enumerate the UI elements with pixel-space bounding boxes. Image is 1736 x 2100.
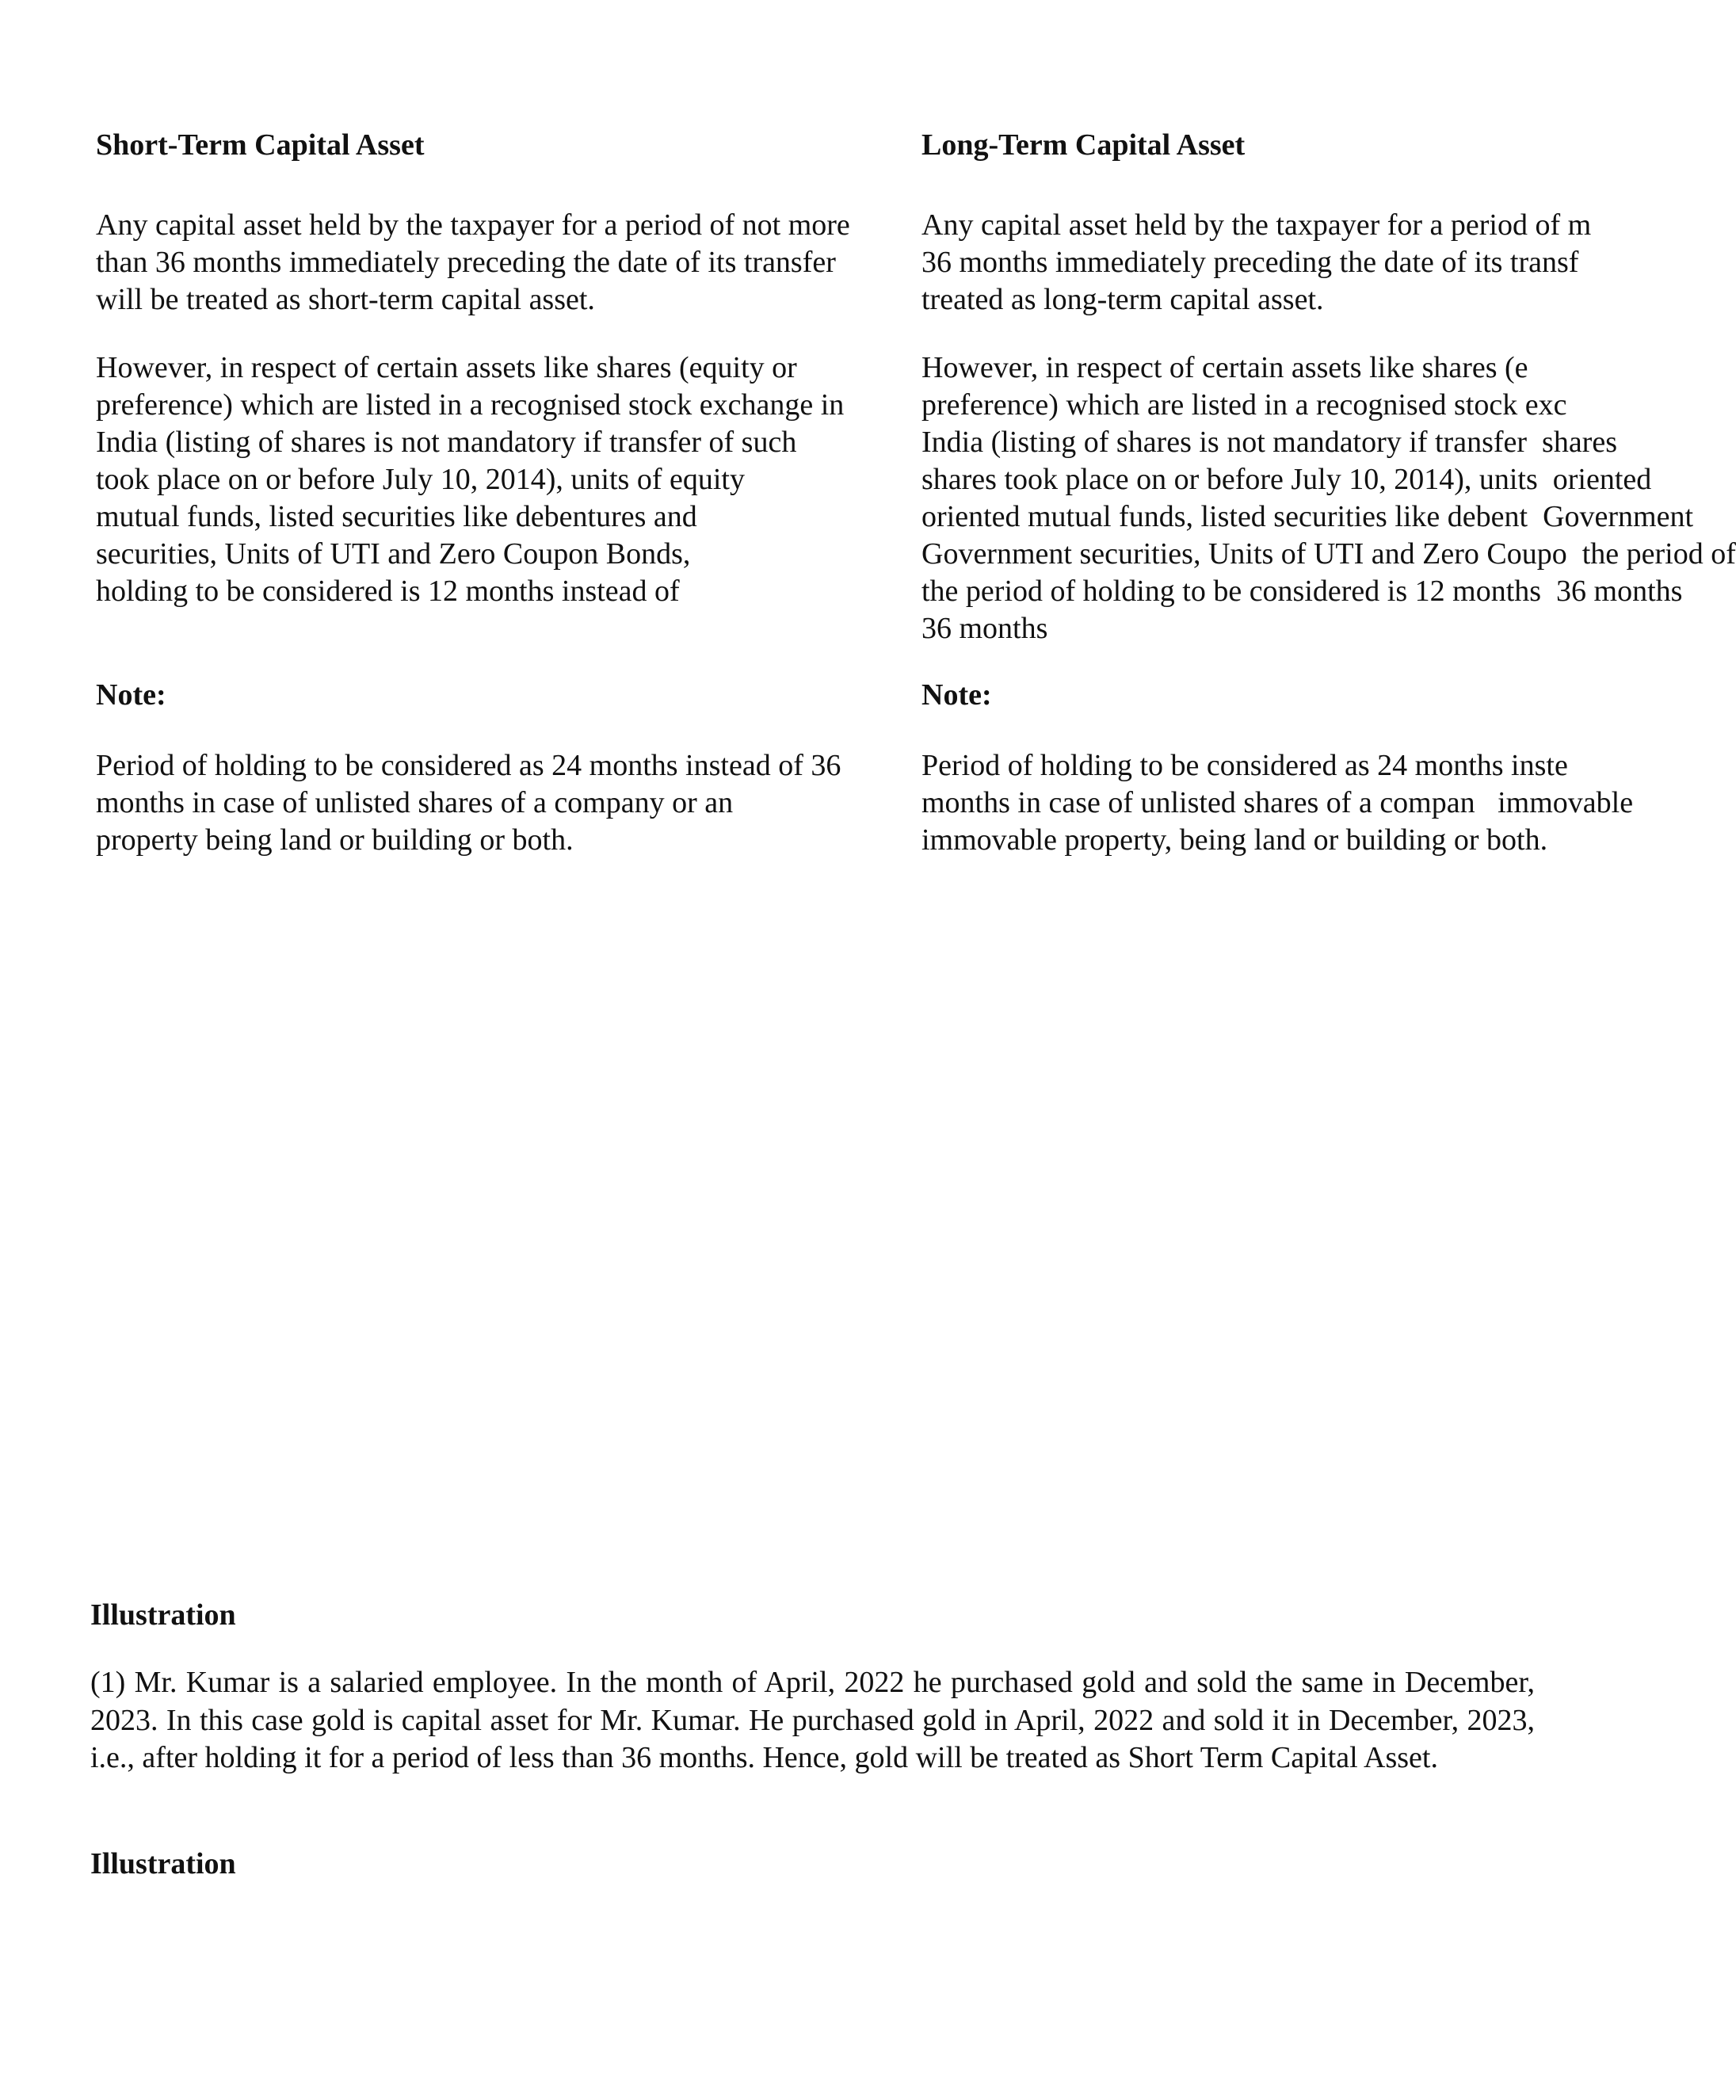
long-term-exception-line: oriented mutual funds, listed securities like debent Government: [921, 500, 1694, 533]
long-term-exception-line: However, in respect of certain assets like shares (e: [921, 351, 1528, 384]
short-term-exception-line: securities, Units of UTI and Zero Coupon Bonds,: [96, 537, 691, 571]
short-term-note-line: property being land or building or both.: [96, 823, 574, 857]
long-term-note-heading: Note:: [921, 678, 992, 712]
short-term-note-line: months in case of unlisted shares of a company or an: [96, 786, 734, 819]
long-term-exception-line: 36 months: [921, 612, 1048, 645]
short-term-exception-line: mutual funds, listed securities like debentures and: [96, 500, 697, 533]
illustration-heading: Illustration: [90, 1598, 236, 1632]
illustration-heading: Illustration: [90, 1847, 236, 1880]
short-term-exception-line: holding to be considered is 12 months instead of: [96, 575, 680, 608]
long-term-exception-line: India (listing of shares is not mandatory if transfer shares: [921, 426, 1617, 459]
long-term-note-line: months in case of unlisted shares of a compan immovable: [921, 786, 1634, 819]
short-term-note-heading: Note:: [96, 678, 166, 712]
long-term-exception-line: Government securities, Units of UTI and Zero Coupo the period of: [921, 537, 1736, 571]
short-term-note-line: Period of holding to be considered as 24 months instead of 36: [96, 749, 841, 782]
short-term-exception-line: India (listing of shares is not mandatory if transfer of such: [96, 426, 797, 459]
illustration-paragraph: (1) Mr. Kumar is a salaried employee. In the month of April, 2022 he purchased gold and sold the same in December, 2023. In this case gold is capital asset for Mr. Kumar. He purchased gold in April, 2022 and sold it in December, 2023, i.e., after holding it for a period of less than 36 months. Hence, gold will be treated as Short Term Capital Asset.: [90, 1666, 1535, 1774]
long-term-exception-line: preference) which are listed in a recognised stock exc: [921, 388, 1567, 422]
short-term-exception-line: preference) which are listed in a recognised stock exchange in: [96, 388, 845, 422]
long-term-exception-line: shares took place on or before July 10, 2014), units oriented: [921, 463, 1652, 496]
short-term-heading: Short-Term Capital Asset: [96, 128, 425, 162]
long-term-heading: Long-Term Capital Asset: [921, 128, 1246, 162]
long-term-definition-line: 36 months immediately preceding the date of its transf: [921, 246, 1579, 279]
short-term-exception-line: However, in respect of certain assets like shares (equity or: [96, 351, 797, 384]
short-term-exception-line: took place on or before July 10, 2014), units of equity: [96, 463, 745, 496]
short-term-definition-line: than 36 months immediately preceding the date of its transfer: [96, 246, 836, 279]
long-term-definition-line: Any capital asset held by the taxpayer for a period of m: [921, 208, 1592, 242]
short-term-definition-line: Any capital asset held by the taxpayer for a period of not more: [96, 208, 850, 242]
short-term-definition-line: will be treated as short-term capital asset.: [96, 283, 595, 316]
long-term-definition-line: treated as long-term capital asset.: [921, 283, 1324, 316]
long-term-note-line: Period of holding to be considered as 24 months inste: [921, 749, 1568, 782]
long-term-exception-line: the period of holding to be considered is 12 months 36 months: [921, 575, 1683, 608]
long-term-note-line: immovable property, being land or building or both.: [921, 823, 1548, 857]
